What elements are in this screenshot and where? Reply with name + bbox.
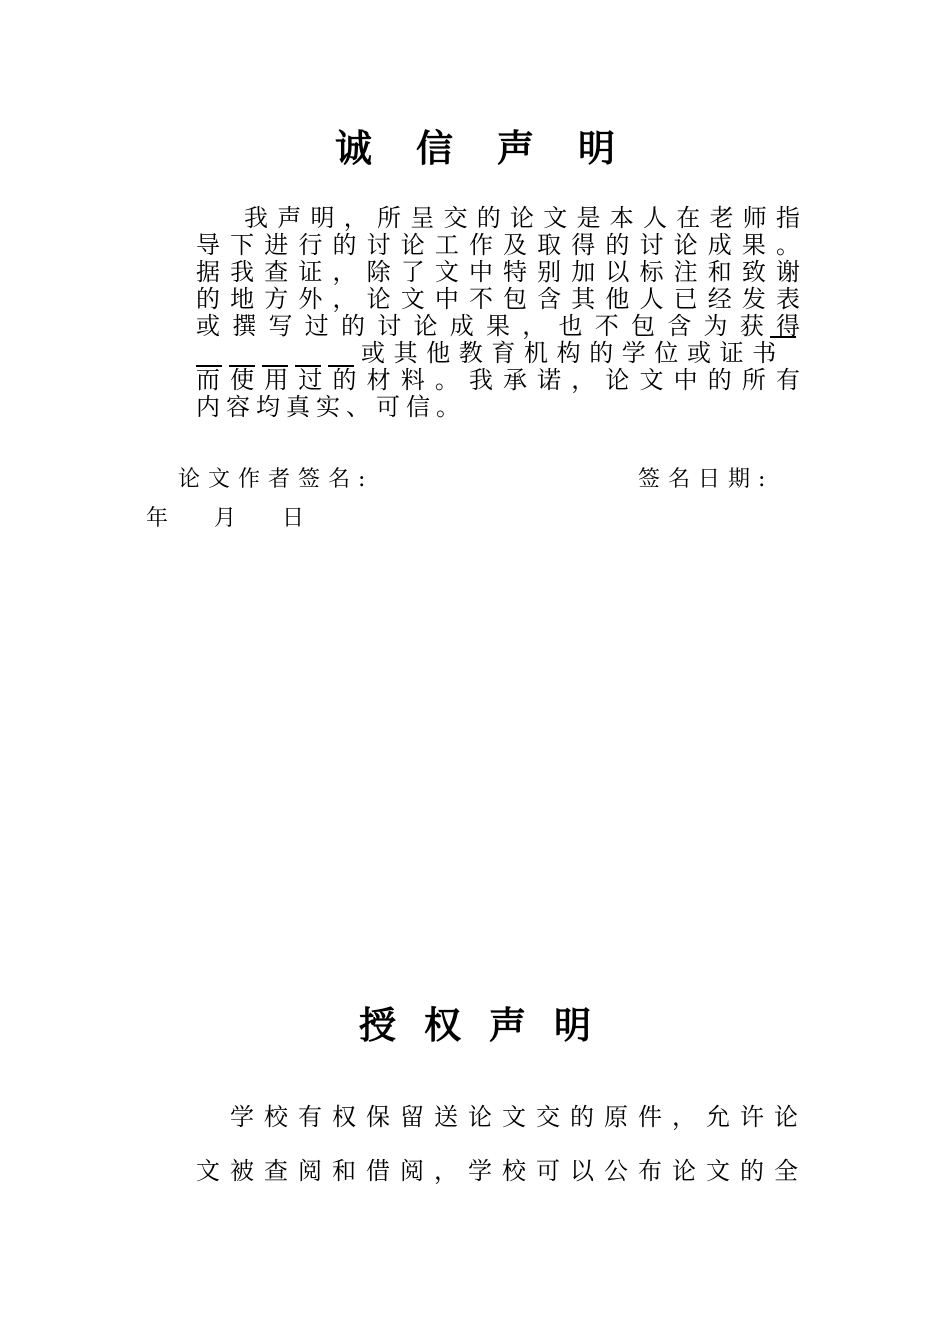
integrity-line-8: 内容均真实、可信。 [196, 393, 466, 421]
integrity-line-1: 我声明，所呈交的论文是本人在老师指 [244, 204, 800, 232]
integrity-declaration-title: 诚信声明 [335, 126, 659, 170]
integrity-line-2: 导下进行的讨论工作及取得的讨论成果。 [196, 231, 800, 259]
authorization-line-2: 文被查阅和借阅，学校可以公布论文的全 [196, 1157, 798, 1185]
degree-blank-start [770, 314, 796, 338]
integrity-line-7: 而使用过的材料。我承诺，论文中的所有 [196, 366, 800, 394]
integrity-line-6 [196, 340, 800, 367]
integrity-line-5 [196, 313, 800, 340]
author-signature-label: 论文作者签名: [178, 467, 374, 492]
sign-date-label: 签名日期: [638, 467, 774, 492]
date-day: 日 [282, 506, 313, 531]
integrity-line-4: 的地方外，论文中不包含其他人已经发表 [196, 285, 800, 313]
date-year: 年 [146, 506, 177, 531]
integrity-line-6-text: 或其他教育机构的学位或证书 [361, 339, 785, 367]
degree-blank [196, 340, 361, 367]
authorization-declaration-title: 授权声明 [359, 1003, 619, 1047]
date-month: 月 [214, 506, 245, 531]
authorization-line-1: 学校有权保留送论文交的原件，允许论 [230, 1103, 798, 1131]
integrity-line-5-text: 或撰写过的讨论成果，也不包含为获得 [196, 312, 800, 340]
integrity-line-3: 据我查证，除了文中特别加以标注和致谢 [196, 258, 800, 286]
